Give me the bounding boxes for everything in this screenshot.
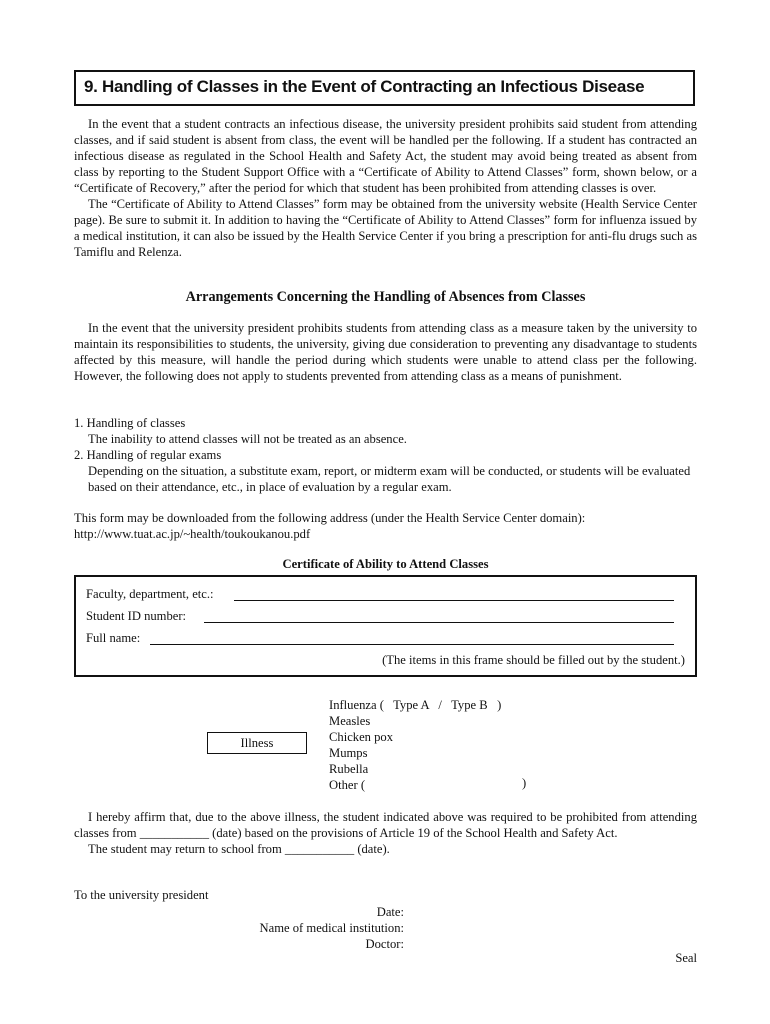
download-info <box>74 510 697 542</box>
full-name-label: Full name: <box>86 631 141 645</box>
student-id-field[interactable] <box>86 609 674 627</box>
affirmation-paragraph-1: I hereby affirm that, due to the above illness, the student indicated above was required to be prohibited from attending classes from ___________ (date) based on the provisions of Article 19 of the School Health and Safety Act. <box>74 810 697 840</box>
download-text: This form may be downloaded from the following address (under the Health Service Center domain): <box>74 511 586 525</box>
student-id-line[interactable] <box>204 622 674 623</box>
seal-label: Seal <box>675 951 697 965</box>
faculty-label: Faculty, department, etc.: <box>86 587 214 601</box>
intro-text <box>74 116 697 260</box>
handling-list <box>74 415 697 495</box>
full-name-field[interactable] <box>86 631 674 649</box>
institution-label: Name of medical institution: <box>259 921 404 935</box>
section-title: 9. Handling of Classes in the Event of Contracting an Infectious Disease <box>74 70 695 106</box>
illness-label-box: Illness <box>207 732 307 754</box>
illness-other-close: ) <box>522 776 527 790</box>
frame-note: (The items in this frame should be filled out by the student.) <box>382 653 685 667</box>
list-item-title: 1. Handling of classes <box>74 416 186 430</box>
illness-other: Other ( <box>329 778 366 792</box>
student-id-label: Student ID number: <box>86 609 187 623</box>
arrangements-paragraph: In the event that the university president prohibits students from attending class as a measure taken by the university to maintain its responsibilities to students, the university, giving due consideration to preventing any disadvantage to students affected by this measure, will handle the period during which students were unable to attend class per the following. However, the following does not apply to students prevented from attending class as a means of punishment. <box>74 321 697 383</box>
student-info-frame <box>74 575 697 677</box>
doctor-label: Doctor: <box>365 937 404 951</box>
download-url: http://www.tuat.ac.jp/~health/toukoukanou.pdf <box>74 527 311 541</box>
illness-measles: Measles <box>329 714 371 728</box>
illness-mumps: Mumps <box>329 746 368 760</box>
illness-chicken-pox: Chicken pox <box>329 730 394 744</box>
affirmation-paragraph-2: The student may return to school from ___________ (date). <box>88 842 390 856</box>
arrangements-heading: Arrangements Concerning the Handling of Absences from Classes <box>185 289 586 305</box>
illness-influenza: Influenza ( Type A / Type B ) <box>329 698 502 712</box>
faculty-field[interactable] <box>86 587 674 605</box>
faculty-line[interactable] <box>234 600 674 601</box>
certificate-title: Certificate of Ability to Attend Classes <box>282 557 489 571</box>
list-item-title: 2. Handling of regular exams <box>74 448 222 462</box>
addressee: To the university president <box>74 888 209 902</box>
list-item-text: Depending on the situation, a substitute exam, report, or midterm exam will be conducted, or students will be evaluated based on their attendance, etc., in place of evaluation by a regular exam. <box>88 464 691 494</box>
illness-rubella: Rubella <box>329 762 369 776</box>
affirmation-text <box>74 809 697 857</box>
date-label: Date: <box>376 905 404 919</box>
full-name-line[interactable] <box>150 644 674 645</box>
signature-block <box>260 904 404 952</box>
intro-paragraph-2: The “Certificate of Ability to Attend Classes” form may be obtained from the university website (Health Service Center page). Be sure to submit it. In addition to having the “Certificate of Ability to Attend Classes” form for influenza issued by a medical institution, it can also be issued by the Health Service Center if you bring a prescription for anti-flu drugs such as Tamiflu and Relenza. <box>74 197 697 259</box>
arrangements-text <box>74 320 697 384</box>
illness-list <box>329 697 501 793</box>
intro-paragraph-1: In the event that a student contracts an infectious disease, the university president prohibits said student from attending classes, and if said student is absent from class, the event will be handled per the following. If a student has contracted an infectious disease as regulated in the School Health and Safety Act, the student may avoid being treated as absent from class by reporting to the Student Support Office with a “Certificate of Ability to Attend Classes” form, shown below, or a “Certificate of Recovery,” after the period for which that student has been prohibited from attending classes is over. <box>74 117 697 195</box>
list-item-text: The inability to attend classes will not be treated as an absence. <box>88 432 407 446</box>
